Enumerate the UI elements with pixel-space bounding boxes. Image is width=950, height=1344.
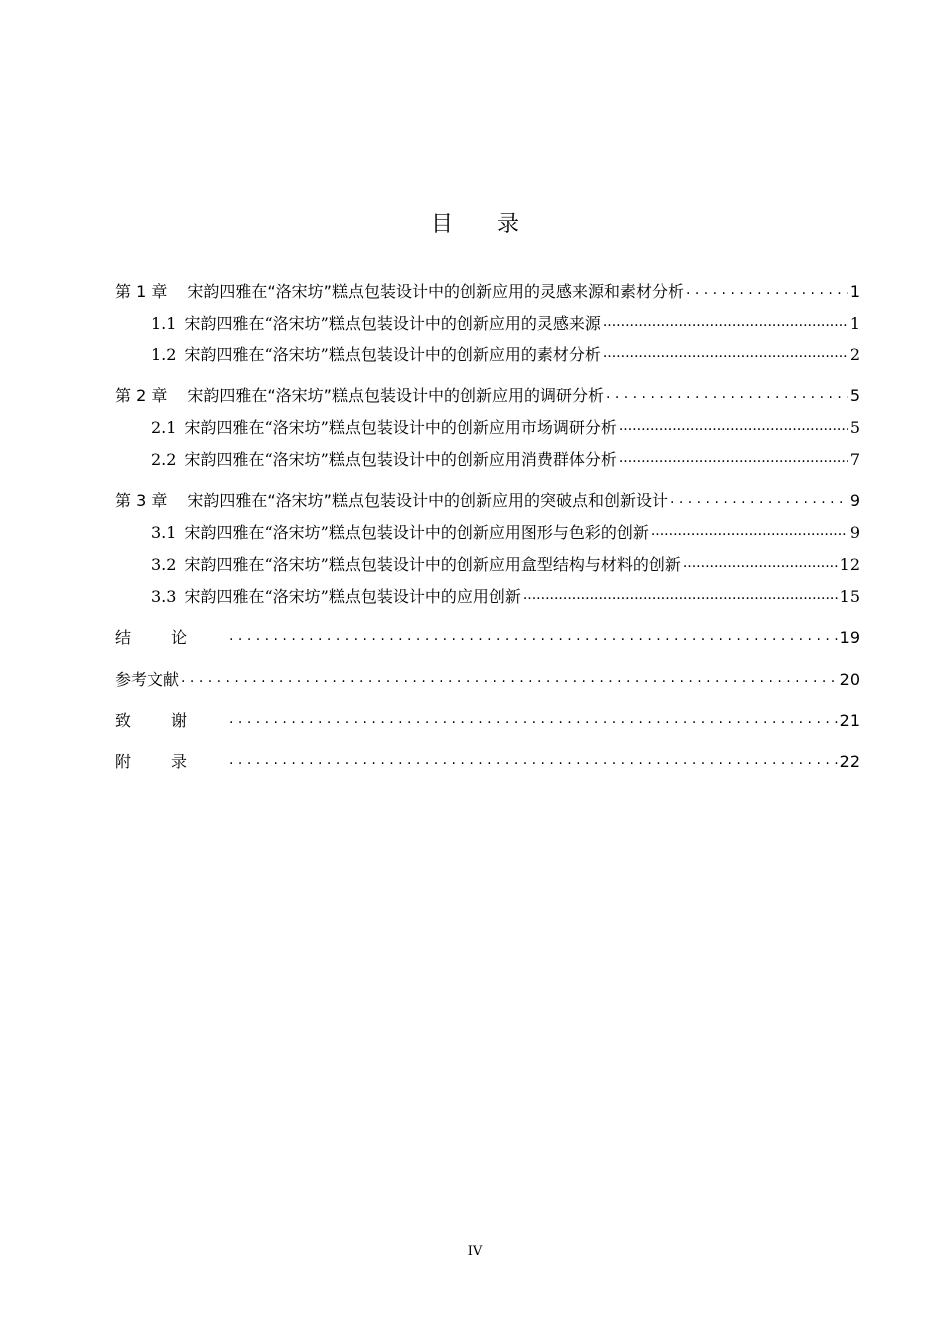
toc-chapter-title: 宋韵四雅在“洛宋坊”糕点包装设计中的创新应用的突破点和创新设计 — [187, 491, 668, 510]
toc-chapter-2[interactable] — [115, 384, 860, 408]
toc-chapter-number: 第 1 章 — [115, 282, 168, 301]
toc-chapter-number: 第 2 章 — [115, 386, 168, 405]
toc-chapter-3[interactable] — [115, 489, 860, 513]
toc-section-3-2[interactable] — [151, 553, 860, 577]
toc-conclusion-title: 结论 — [115, 628, 228, 647]
toc-section-number: 3.2 — [151, 555, 177, 574]
toc-leader — [523, 586, 838, 602]
toc-acknowledgements-title: 致谢 — [115, 711, 228, 730]
toc-section-number: 1.2 — [151, 345, 177, 364]
toc-section-title: 宋韵四雅在“洛宋坊”糕点包装设计中的创新应用市场调研分析 — [184, 418, 617, 437]
toc-leader — [229, 627, 838, 643]
toc-section-2-2[interactable] — [151, 448, 860, 472]
toc-section-number: 2.2 — [151, 450, 177, 469]
toc-section-3-3[interactable] — [151, 585, 860, 609]
toc-section-title: 宋韵四雅在“洛宋坊”糕点包装设计中的创新应用的灵感来源 — [184, 314, 601, 333]
toc-chapter-title: 宋韵四雅在“洛宋坊”糕点包装设计中的创新应用的调研分析 — [187, 386, 604, 405]
toc-acknowledgements[interactable] — [115, 709, 860, 733]
page-title: 目录 — [430, 212, 563, 237]
toc-page-number: 12 — [839, 555, 860, 574]
toc-leader — [229, 751, 838, 767]
toc-leader — [603, 344, 848, 360]
toc-leader — [606, 385, 848, 401]
toc-chapter-title: 宋韵四雅在“洛宋坊”糕点包装设计中的创新应用的灵感来源和素材分析 — [187, 282, 684, 301]
toc-page-number: 5 — [849, 418, 860, 437]
toc-section-2-1[interactable] — [151, 416, 860, 440]
toc-chapter-number: 第 3 章 — [115, 491, 168, 510]
toc-page-number: 1 — [849, 282, 860, 301]
toc-leader — [619, 449, 848, 465]
toc-section-number: 3.3 — [151, 587, 177, 606]
toc-page-number: 7 — [849, 450, 860, 469]
toc-appendix[interactable] — [115, 750, 860, 774]
toc-section-title: 宋韵四雅在“洛宋坊”糕点包装设计中的创新应用消费群体分析 — [184, 450, 617, 469]
toc-section-1-1[interactable] — [151, 312, 860, 336]
toc-section-number: 1.1 — [151, 314, 177, 333]
toc-leader — [686, 281, 848, 297]
toc-page-number: 9 — [849, 491, 860, 510]
toc-page-number: 22 — [839, 752, 860, 771]
toc-section-number: 2.1 — [151, 418, 177, 437]
toc-leader — [619, 417, 848, 433]
toc-page-number: 19 — [839, 628, 860, 647]
toc-page-number: 9 — [849, 523, 860, 542]
toc-section-title: 宋韵四雅在“洛宋坊”糕点包装设计中的创新应用盒型结构与材料的创新 — [184, 555, 681, 574]
toc-section-3-1[interactable] — [151, 521, 860, 545]
toc-section-title: 宋韵四雅在“洛宋坊”糕点包装设计中的创新应用图形与色彩的创新 — [184, 523, 649, 542]
toc-leader — [651, 522, 848, 538]
toc-section-number: 3.1 — [151, 523, 177, 542]
toc-leader — [683, 554, 838, 570]
toc-leader — [670, 490, 848, 506]
toc-leader — [229, 710, 838, 726]
toc-page-number: 20 — [839, 670, 860, 689]
toc-leader — [181, 669, 838, 685]
toc-references-title: 参考文献 — [115, 670, 180, 689]
toc-leader — [603, 313, 848, 329]
toc-section-title: 宋韵四雅在“洛宋坊”糕点包装设计中的创新应用的素材分析 — [184, 345, 601, 364]
toc-page-number: 1 — [849, 314, 860, 333]
toc-references[interactable] — [115, 668, 860, 692]
toc-section-1-2[interactable] — [151, 343, 860, 367]
toc-page-number: 5 — [849, 386, 860, 405]
toc-page-number: 21 — [839, 711, 860, 730]
toc-section-title: 宋韵四雅在“洛宋坊”糕点包装设计中的应用创新 — [184, 587, 521, 606]
toc-page-number: 15 — [839, 587, 860, 606]
toc-appendix-title: 附录 — [115, 752, 228, 771]
page-number-footer: IV — [467, 1244, 483, 1259]
toc-chapter-1[interactable] — [115, 280, 860, 304]
toc-conclusion[interactable] — [115, 626, 860, 650]
toc-page-number: 2 — [849, 345, 860, 364]
